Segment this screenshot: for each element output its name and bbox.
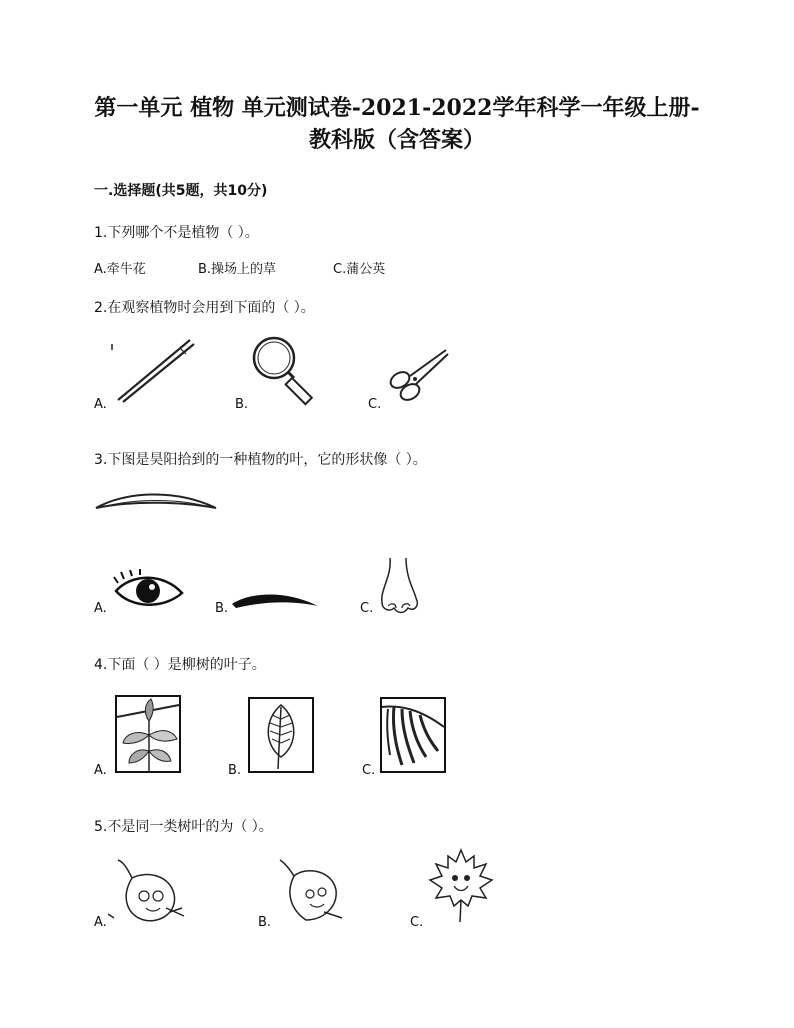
cartoon-round-leaf-icon (108, 856, 188, 926)
q2-option-a[interactable]: A. (94, 397, 107, 412)
question-4: 4.下面（ ）是柳树的叶子。 (94, 657, 266, 673)
magnifier-icon (250, 334, 326, 406)
question-2: 2.在观察植物时会用到下面的（ ）。 (94, 300, 315, 316)
title-line-2: 教科版（含答案） (308, 127, 485, 153)
eye-icon (112, 569, 184, 613)
q3-option-a[interactable]: A. (94, 601, 107, 616)
willow-leaf-shape-icon (94, 486, 218, 520)
willow-leaves-icon (380, 697, 446, 773)
q3-option-c[interactable]: C. (360, 601, 374, 616)
nose-icon (372, 556, 424, 618)
q2-option-b[interactable]: B. (235, 397, 249, 412)
cartoon-maple-leaf-icon (428, 848, 494, 924)
section-heading: 一.选择题(共5题，共10分) (94, 183, 268, 199)
q1-option-b[interactable]: B.操场上的草 (198, 262, 277, 277)
title-line-1: 第一单元 植物 单元测试卷-2021-2022学年科学一年级上册- (94, 95, 700, 121)
q1-option-c[interactable]: C.蒲公英 (333, 262, 386, 277)
q3-option-b[interactable]: B. (215, 601, 229, 616)
q2-option-c[interactable]: C. (368, 397, 382, 412)
cartoon-heart-leaf-icon (276, 856, 346, 926)
question-3: 3.下图是昊阳拾到的一种植物的叶，它的形状像（ ）。 (94, 452, 427, 468)
single-leaf-icon (248, 697, 314, 773)
question-5: 5.不是同一类树叶的为（ ）。 (94, 819, 273, 835)
q4-option-c[interactable]: C. (362, 763, 376, 778)
q5-option-c[interactable]: C. (410, 915, 424, 930)
chopsticks-icon (110, 334, 196, 406)
q5-option-b[interactable]: B. (258, 915, 272, 930)
q4-option-b[interactable]: B. (228, 763, 242, 778)
q1-option-a[interactable]: A.牵牛花 (94, 262, 146, 277)
eyebrow-icon (230, 588, 320, 612)
branch-leaves-icon (115, 695, 181, 773)
question-1: 1.下列哪个不是植物（ ）。 (94, 225, 259, 241)
q5-option-a[interactable]: A. (94, 915, 107, 930)
scissors-icon (386, 346, 450, 406)
page-title (60, 92, 734, 156)
q4-option-a[interactable]: A. (94, 763, 107, 778)
